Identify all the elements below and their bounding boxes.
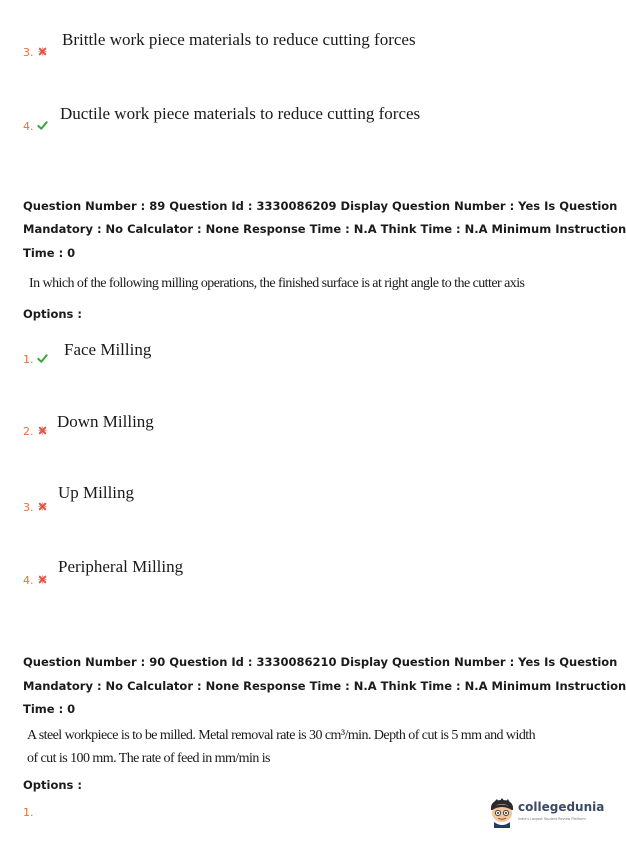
question-text: A steel workpiece is to be milled. Metal removal rate is 30 cm³/min. Depth of cut is 5 mm and width	[27, 728, 536, 743]
collegedunia-logo	[488, 796, 605, 830]
question-meta: Time : 0	[23, 246, 76, 260]
check-icon	[37, 120, 48, 131]
option-text: Ductile work piece materials to reduce cutting forces	[60, 104, 421, 123]
cross-icon	[37, 501, 48, 512]
option-text: Face Milling	[64, 340, 152, 359]
option-number-label: 1.	[23, 353, 34, 366]
option-number	[23, 353, 48, 366]
option-number	[23, 574, 48, 587]
option-number: 1.	[23, 806, 34, 819]
option-number	[23, 425, 48, 438]
option-text: Peripheral Milling	[58, 557, 184, 576]
question-meta: Mandatory : No Calculator : None Response Time : N.A Think Time : N.A Minimum Instruction	[23, 679, 626, 693]
options-label: Options :	[23, 778, 82, 792]
option-number-label: 3.	[23, 501, 34, 514]
cross-icon	[37, 46, 48, 57]
option-number-label: 4.	[23, 120, 34, 133]
option-text: Up Milling	[58, 483, 135, 502]
logo-wordmark: collegedunia	[518, 800, 605, 814]
question-meta: Time : 0	[23, 702, 76, 716]
question-text: of cut is 100 mm. The rate of feed in mm/min is	[27, 751, 270, 766]
option-number	[23, 46, 48, 59]
question-meta: Question Number : 89 Question Id : 3330086209 Display Question Number : Yes Is Question	[23, 199, 618, 213]
student-avatar-icon	[488, 798, 516, 828]
logo-tagline: India's Largest Student Review Platform	[518, 817, 586, 821]
cross-icon	[37, 574, 48, 585]
option-text: Brittle work piece materials to reduce cutting forces	[62, 30, 416, 49]
question-meta: Question Number : 90 Question Id : 3330086210 Display Question Number : Yes Is Question	[23, 655, 618, 669]
options-label: Options :	[23, 307, 82, 321]
option-number	[23, 120, 48, 133]
check-icon	[37, 353, 48, 364]
option-number	[23, 501, 48, 514]
option-number-label: 3.	[23, 46, 34, 59]
option-text: Down Milling	[57, 412, 154, 431]
question-text: In which of the following milling operations, the finished surface is at right angle to the cutter axis	[29, 276, 525, 291]
question-meta: Mandatory : No Calculator : None Response Time : N.A Think Time : N.A Minimum Instruction	[23, 222, 626, 236]
option-number-label: 4.	[23, 574, 34, 587]
cross-icon	[37, 425, 48, 436]
option-number-label: 2.	[23, 425, 34, 438]
